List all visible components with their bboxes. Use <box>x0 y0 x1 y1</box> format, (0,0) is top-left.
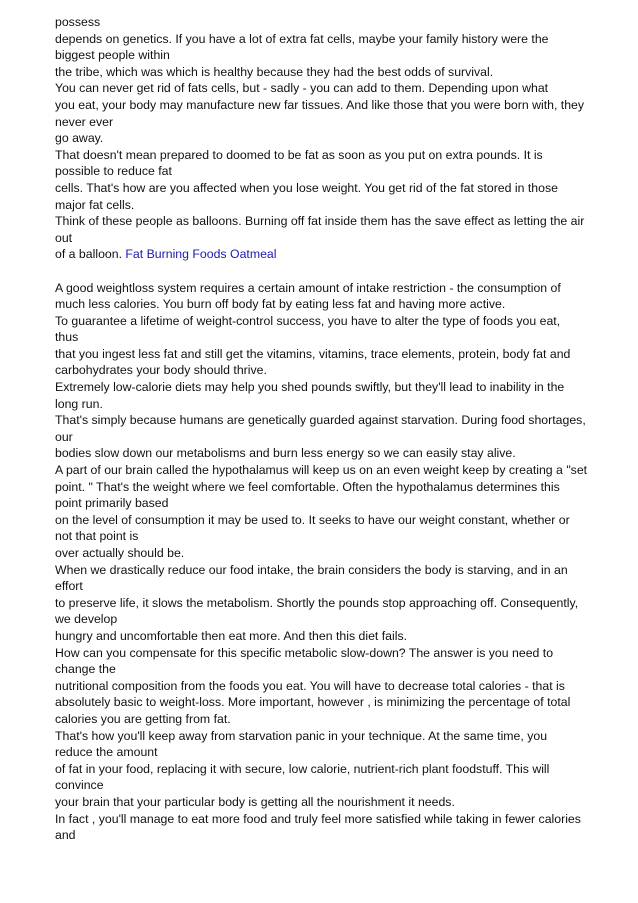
text-line: Think of these people as balloons. Burning off fat inside them has the save effect as letting the air <box>55 214 585 229</box>
text-line: carbohydrates your body should thrive. <box>55 363 267 378</box>
text-line: our <box>55 429 73 444</box>
document-body <box>55 14 615 844</box>
text-line: you eat, your body may manufacture new far tissues. And like those that you were born with, they <box>55 97 585 112</box>
text-line: possess <box>55 15 101 29</box>
text-line: biggest people within <box>55 48 170 63</box>
paragraph-weightloss-system <box>55 280 615 844</box>
text-line: depends on genetics. If you have a lot of extra fat cells, maybe your family history were the <box>55 31 549 46</box>
text-line: on the level of consumption it may be used to. It seeks to have our weight constant, whether or <box>55 512 570 527</box>
fat-burning-foods-link[interactable]: Fat Burning Foods Oatmeal <box>125 247 277 262</box>
text-line: not that point is <box>55 529 139 544</box>
text-line: absolutely basic to weight-loss. More important, however , is minimizing the percentage of total <box>55 695 571 710</box>
paragraph-spacer <box>55 263 615 280</box>
text-line: and <box>55 828 76 843</box>
text-line: cells. That's how are you affected when you lose weight. You get rid of the fat stored in those <box>55 180 558 195</box>
text-line: Extremely low-calorie diets may help you shed pounds swiftly, but they'll lead to inability in the <box>55 380 565 395</box>
text-line: possible to reduce fat <box>55 164 172 179</box>
text-line: A part of our brain called the hypothalamus will keep us on an even weight keep by creating a "set <box>55 463 588 478</box>
text-line: go away. <box>55 131 104 146</box>
text-line: that you ingest less fat and still get the vitamins, vitamins, trace elements, protein, body fat and <box>55 346 571 361</box>
text-line: of fat in your food, replacing it with secure, low calorie, nutrient-rich plant foodstuff. This will <box>55 761 550 776</box>
text-line: That's how you'll keep away from starvation panic in your technique. At the same time, you <box>55 728 548 743</box>
text-line <box>55 246 615 263</box>
text-line: out <box>55 230 73 245</box>
text-line: point. " That's the weight where we feel comfortable. Often the hypothalamus determines this <box>55 479 560 494</box>
text-line: calories you are getting from fat. <box>55 711 231 726</box>
text-line: To guarantee a lifetime of weight-control success, you have to alter the type of foods you eat, <box>55 313 561 328</box>
text-line: bodies slow down our metabolisms and burn less energy so we can easily stay alive. <box>55 446 516 461</box>
text-line: thus <box>55 330 79 345</box>
text-line: point primarily based <box>55 496 169 511</box>
text-line: major fat cells. <box>55 197 135 212</box>
text-line-prefix: of a balloon. <box>55 247 126 262</box>
text-line: When we drastically reduce our food intake, the brain considers the body is starving, and in an <box>55 562 568 577</box>
text-line: much less calories. You burn off body fat by eating less fat and having more active. <box>55 297 506 312</box>
text-line: That's simply because humans are genetically guarded against starvation. During food shortages, <box>55 413 586 428</box>
text-line: nutritional composition from the foods you eat. You will have to decrease total calories - that is <box>55 678 565 693</box>
text-line: hungry and uncomfortable then eat more. And then this diet fails. <box>55 628 408 643</box>
text-line: never ever <box>55 114 114 129</box>
text-line: to preserve life, it slows the metabolism. Shortly the pounds stop approaching off. Consequently, <box>55 595 579 610</box>
text-line: How can you compensate for this specific metabolic slow-down? The answer is you need to <box>55 645 554 660</box>
text-line: That doesn't mean prepared to doomed to be fat as soon as you put on extra pounds. It is <box>55 147 543 162</box>
text-line: change the <box>55 662 116 677</box>
paragraph-fat-cells <box>55 14 615 246</box>
text-line: your brain that your particular body is getting all the nourishment it needs. <box>55 794 455 809</box>
text-line: A good weightloss system requires a certain amount of intake restriction - the consumption of <box>55 280 561 295</box>
text-line: effort <box>55 579 83 594</box>
text-line: long run. <box>55 396 103 411</box>
text-line: reduce the amount <box>55 745 158 760</box>
text-line: over actually should be. <box>55 546 185 560</box>
text-line: You can never get rid of fats cells, but - sadly - you can add to them. Depending upon what <box>55 81 549 96</box>
text-line: the tribe, which was which is healthy because they had the best odds of survival. <box>55 64 494 79</box>
text-line: we develop <box>55 612 118 627</box>
text-line: In fact , you'll manage to eat more food and truly feel more satisfied while taking in fewer calories <box>55 811 581 826</box>
text-line: convince <box>55 778 104 793</box>
